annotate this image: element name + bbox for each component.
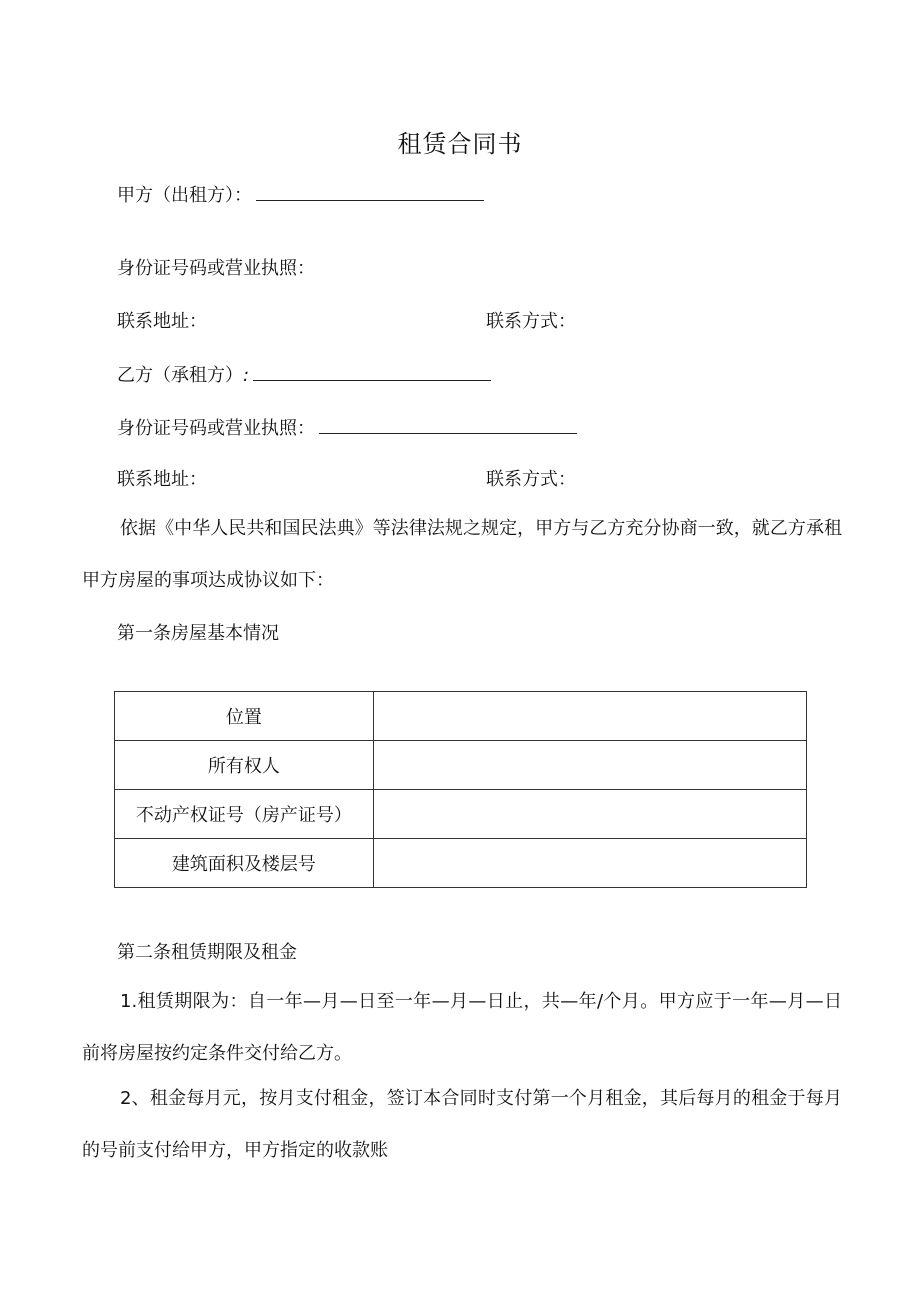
party-b-blank — [253, 362, 491, 381]
party-b-colon: : — [243, 365, 250, 386]
party-b-label: 乙方（承租方） — [117, 365, 243, 386]
table-cell-label: 所有权人 — [115, 741, 374, 790]
party-b-contact-label: 联系方式： — [486, 469, 576, 490]
table-row — [115, 790, 807, 839]
table-cell-label: 不动产权证号（房产证号） — [115, 790, 374, 839]
party-a-address-label: 联系地址： — [117, 311, 207, 332]
table-row — [115, 741, 807, 790]
article2-clause2: 2、租金每月元，按月支付租金，签订本合同时支付第一个月租金，其后每月的租金于每月的号前支付给甲方，甲方指定的收款账 — [82, 1088, 842, 1161]
table-cell-value — [373, 790, 806, 839]
party-b-line — [117, 362, 491, 388]
table-row — [115, 692, 807, 741]
article2-clause1: 1.租赁期限为：自一年—月—日至一年—月—日止，共—年/个月。甲方应于一年—月—日前将房屋按约定条件交付给乙方。 — [82, 991, 842, 1064]
table-cell-value — [373, 839, 806, 888]
table-cell-value — [373, 741, 806, 790]
party-b-id-blank — [319, 415, 577, 434]
table-row — [115, 839, 807, 888]
preamble-paragraph: 依据《中华人民共和国民法典》等法律法规之规定，甲方与乙方充分协商一致，就乙方承租甲方房屋的事项达成协议如下： — [82, 518, 842, 591]
party-a-line — [117, 182, 484, 208]
party-b-address-label: 联系地址： — [117, 469, 207, 490]
party-a-blank — [256, 182, 484, 201]
party-a-id-line — [117, 257, 315, 281]
table-cell-value — [373, 692, 806, 741]
document-title: 租赁合同书 — [397, 130, 523, 158]
party-a-label: 甲方（出租方）： — [117, 185, 252, 206]
party-b-id-label: 身份证号码或营业执照： — [117, 418, 315, 439]
article2-heading: 第二条租赁期限及租金 — [117, 942, 297, 963]
property-info-table — [114, 691, 807, 888]
party-a-contact-label: 联系方式： — [486, 311, 576, 332]
table-cell-label: 建筑面积及楼层号 — [115, 839, 374, 888]
table-cell-label: 位置 — [115, 692, 374, 741]
party-b-id-line — [117, 415, 577, 441]
party-a-id-label: 身份证号码或营业执照： — [117, 258, 315, 279]
article1-heading: 第一条房屋基本情况 — [117, 623, 279, 644]
